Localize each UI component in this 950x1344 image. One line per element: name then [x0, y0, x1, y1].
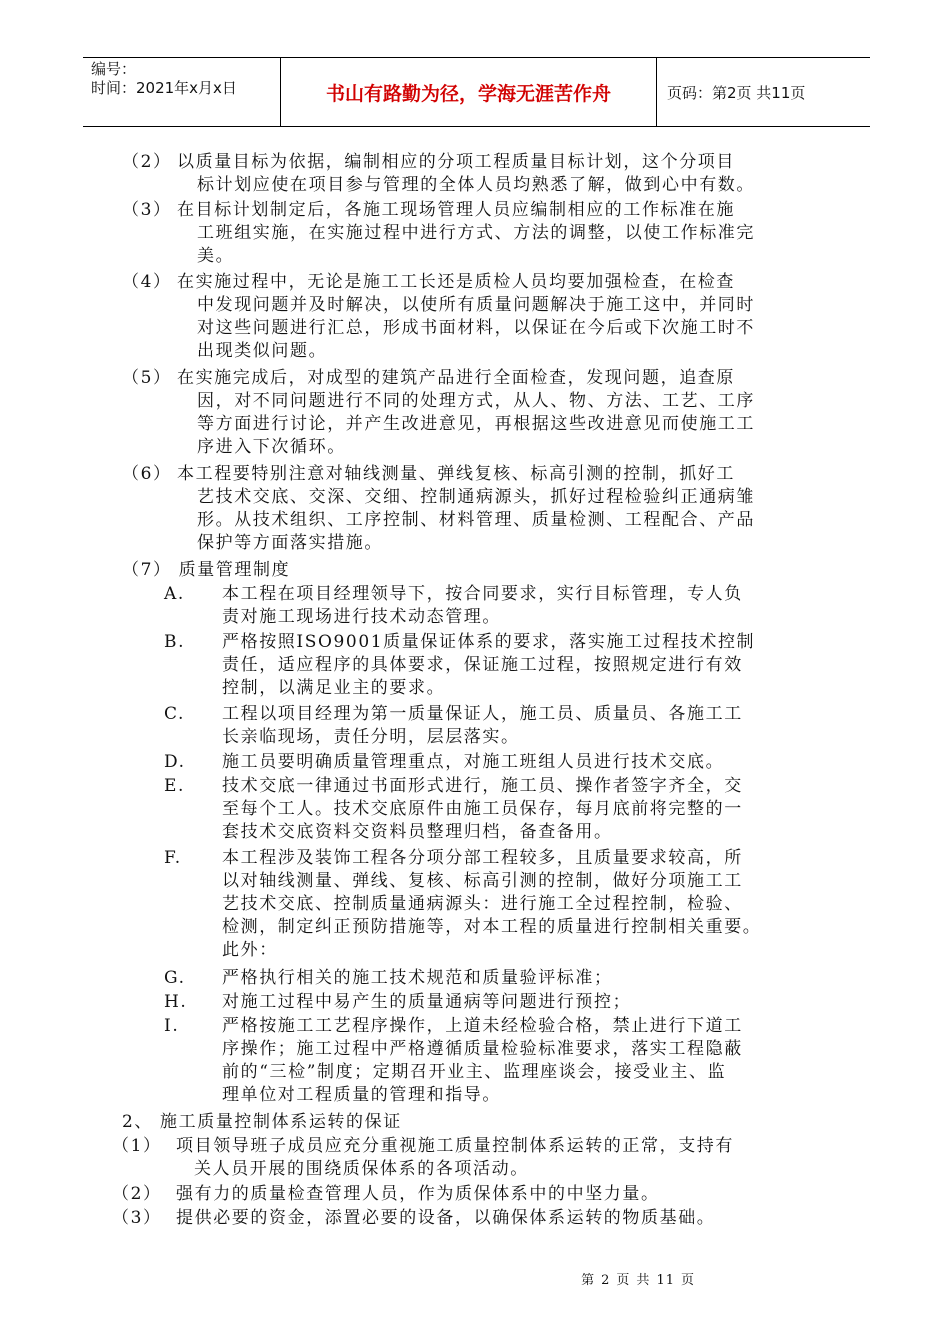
item-number: （4）: [122, 272, 172, 292]
text-line: 在实施过程中，无论是施工工长还是质检人员均要加强检查，在检查: [177, 272, 735, 292]
item-letter: D.: [164, 752, 186, 772]
text-line: 严格按施工工艺程序操作，上道未经检验合格，禁止进行下道工: [222, 1016, 743, 1036]
list-item-s2: [112, 1183, 660, 1206]
item-number: （3）: [122, 200, 172, 220]
list-item-2: [122, 151, 755, 197]
text-line: 标计划应使在项目参与管理的全体人员均熟悉了解，做到心中有数。: [197, 175, 755, 195]
text-line: 序操作；施工过程中严格遵循质量检验标准要求，落实工程隐蔽: [222, 1039, 743, 1059]
header-motto: 书山有路勤为径，学海无涯苦作舟: [281, 58, 657, 126]
list-item-5: [122, 367, 755, 459]
text-line: 理单位对工程质量的管理和指导。: [222, 1085, 501, 1105]
footer-gong: 共: [636, 1273, 651, 1288]
text-line: 施工员要明确质量管理重点，对施工班组人员进行技术交底。: [222, 752, 725, 772]
item-number: （3）: [112, 1208, 162, 1228]
text-line: 此外：: [222, 940, 278, 960]
text-line: 套技术交底资料交资料员整理归档，备查备用。: [222, 822, 613, 842]
page-header: [83, 57, 870, 127]
text-line: 关人员开展的围绕质保体系的各项活动。: [194, 1159, 529, 1179]
item-letter: I.: [164, 1016, 180, 1036]
item-number: （5）: [122, 368, 172, 388]
sub-item-d: [164, 751, 724, 774]
item-number: （2）: [112, 1184, 162, 1204]
header-meta: [83, 58, 281, 126]
text-line: 本工程要特别注意对轴线测量、弹线复核、标高引测的控制，抓好工: [177, 464, 735, 484]
footer-di: 第: [581, 1273, 596, 1288]
text-line: 责任，适应程序的具体要求，保证施工过程，按照规定进行有效: [222, 655, 743, 675]
text-line: 艺技术交底、交深、交细、控制通病源头，抓好过程检验纠正通病雏: [197, 487, 755, 507]
text-line: 对这些问题进行汇总，形成书面材料，以保证在今后或下次施工时不: [197, 318, 755, 338]
item-number: （2）: [122, 152, 172, 172]
text-line: 工班组实施，在实施过程中进行方式、方法的调整，以使工作标准完: [197, 223, 755, 243]
header-page-info: 页码：第2页 共11页: [667, 83, 806, 102]
text-line: 长亲临现场，责任分明，层层落实。: [222, 727, 520, 747]
text-line: 中发现问题并及时解决，以使所有质量问题解决于施工这中，并同时: [197, 295, 755, 315]
item-letter: G.: [164, 968, 186, 988]
list-item-4: [122, 271, 755, 363]
footer-total-pages: 11: [656, 1273, 675, 1288]
text-line: 形。从技术组织、工序控制、材料管理、质量检测、工程配合、产品: [197, 510, 755, 530]
sub-item-b: [164, 631, 755, 700]
text-line: 严格按照ISO9001质量保证体系的要求，落实施工过程技术控制: [222, 632, 756, 652]
footer-ye-2: 页: [680, 1273, 695, 1288]
section-2-title: 2、 施工质量控制体系运转的保证: [122, 1112, 402, 1132]
item-letter: F.: [164, 848, 182, 868]
text-line: 在目标计划制定后，各施工现场管理人员应编制相应的工作标准在施: [177, 200, 735, 220]
section-7-title: （7） 质量管理制度: [122, 560, 291, 580]
text-line: 以对轴线测量、弹线、复核、标高引测的控制，做好分项施工工: [222, 871, 743, 891]
item-letter: C.: [164, 704, 186, 724]
text-line: 保护等方面落实措施。: [197, 533, 383, 553]
time-label: 时间：2021年x月x日: [91, 79, 237, 97]
text-line: 控制，以满足业主的要求。: [222, 678, 446, 698]
text-line: 本工程涉及装饰工程各分项分部工程较多，且质量要求较高，所: [222, 848, 743, 868]
text-line: 因，对不同问题进行不同的处理方式，从人、物、方法、工艺、工序: [197, 391, 755, 411]
sub-item-i: [164, 1015, 743, 1107]
text-line: 出现类似问题。: [197, 341, 328, 361]
text-line: 强有力的质量检查管理人员，作为质保体系中的中坚力量。: [176, 1184, 660, 1204]
sub-item-c: [164, 703, 743, 749]
text-line: 以质量目标为依据，编制相应的分项工程质量目标计划，这个分项目: [177, 152, 735, 172]
footer-page-number: 2: [601, 1273, 611, 1288]
list-item-s3: [112, 1207, 715, 1230]
text-line: 美。: [197, 246, 235, 266]
text-line: 检测，制定纠正预防措施等，对本工程的质量进行控制相关重要。: [222, 917, 762, 937]
item-number: （1）: [112, 1136, 162, 1156]
item-letter: A.: [164, 584, 185, 604]
text-line: 技术交底一律通过书面形式进行，施工员、操作者签字齐全，交: [222, 776, 743, 796]
text-line: 提供必要的资金，添置必要的设备，以确保体系运转的物质基础。: [176, 1208, 716, 1228]
text-line: 在实施完成后，对成型的建筑产品进行全面检查，发现问题，追查原: [177, 368, 735, 388]
sub-item-e: [164, 775, 743, 844]
item-number: （6）: [122, 464, 172, 484]
text-line: 工程以项目经理为第一质量保证人，施工员、质量员、各施工工: [222, 704, 743, 724]
sub-item-f: [164, 847, 761, 962]
page-footer: [0, 1269, 950, 1288]
sub-item-g: [164, 967, 613, 990]
sub-item-a: [164, 583, 743, 629]
text-line: 艺技术交底、控制质量通病源头：进行施工全过程控制，检验、: [222, 894, 743, 914]
text-line: 至每个工人。技术交底原件由施工员保存，每月底前将完整的一: [222, 799, 743, 819]
text-line: 项目领导班子成员应充分重视施工质量控制体系运转的正常，支持有: [176, 1136, 734, 1156]
list-item-6: [122, 463, 755, 555]
list-item-s1: [112, 1135, 734, 1181]
text-line: 本工程在项目经理领导下，按合同要求，实行目标管理，专人负: [222, 584, 743, 604]
sub-item-h: [164, 991, 631, 1014]
number-label: 编号：: [91, 60, 137, 78]
text-line: 序进入下次循环。: [197, 437, 346, 457]
text-line: 责对施工现场进行技术动态管理。: [222, 607, 501, 627]
item-letter: H.: [164, 992, 188, 1012]
text-line: 等方面进行讨论，并产生改进意见，再根据这些改进意见而使施工工: [197, 414, 755, 434]
text-line: 前的“三检”制度；定期召开业主、监理座谈会，接受业主、监: [222, 1062, 727, 1082]
item-letter: B.: [164, 632, 186, 652]
text-line: 严格执行相关的施工技术规范和质量验评标准；: [222, 968, 613, 988]
list-item-3: [122, 199, 755, 268]
item-letter: E.: [164, 776, 186, 796]
footer-ye: 页: [616, 1273, 631, 1288]
text-line: 对施工过程中易产生的质量通病等问题进行预控；: [222, 992, 632, 1012]
